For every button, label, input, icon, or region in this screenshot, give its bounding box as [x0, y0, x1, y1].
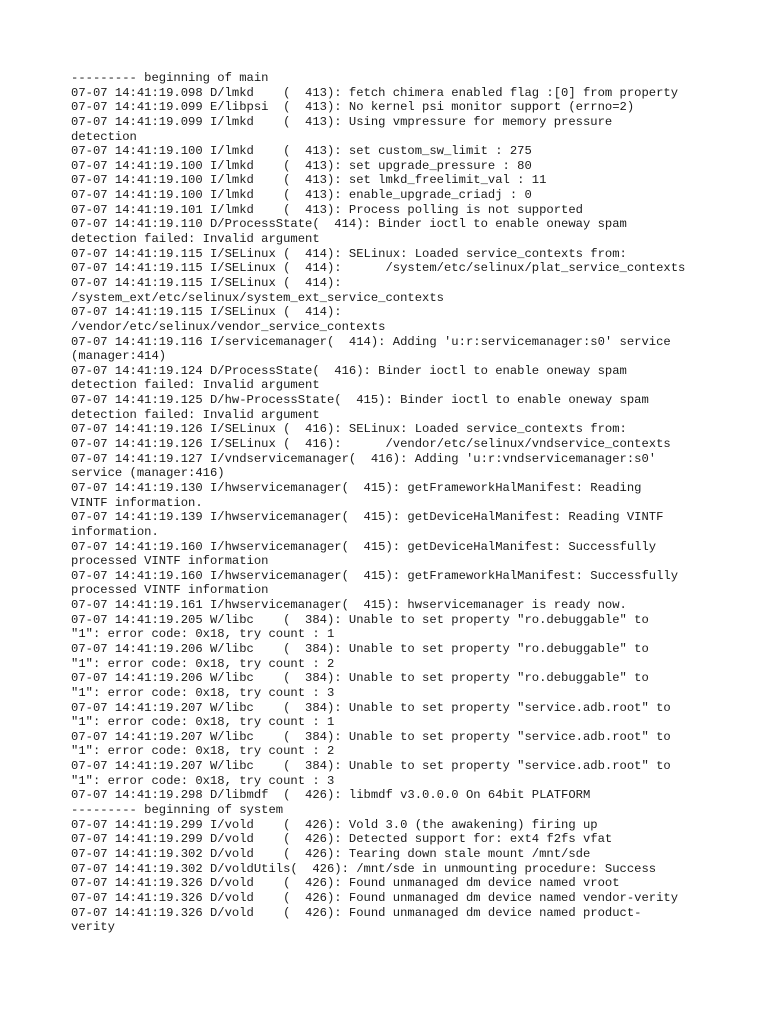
log-line: "1": error code: 0x18, try count : 2 — [71, 744, 335, 759]
log-line: 07-07 14:41:19.139 I/hwservicemanager( 415): getDeviceHalManifest: Reading VINTF — [71, 510, 664, 525]
log-line: detection failed: Invalid argument — [71, 378, 320, 393]
log-line: 07-07 14:41:19.100 I/lmkd ( 413): set lmkd_freelimit_val : 11 — [71, 173, 547, 188]
log-line: 07-07 14:41:19.160 I/hwservicemanager( 415): getDeviceHalManifest: Successfully — [71, 539, 657, 554]
log-line: "1": error code: 0x18, try count : 3 — [71, 773, 335, 788]
log-line: 07-07 14:41:19.115 I/SELinux ( 414): — [71, 305, 342, 320]
log-line: 07-07 14:41:19.100 I/lmkd ( 413): set upgrade_pressure : 80 — [71, 158, 532, 173]
log-line: 07-07 14:41:19.124 D/ProcessState( 416): Binder ioctl to enable oneway spam — [71, 363, 627, 378]
log-line: 07-07 14:41:19.127 I/vndservicemanager( 416): Adding 'u:r:vndservicemanager:s0' — [71, 451, 657, 466]
log-line: 07-07 14:41:19.207 W/libc ( 384): Unable to set property "service.adb.root" to — [71, 759, 671, 774]
log-line: detection — [71, 129, 137, 144]
log-line: processed VINTF information — [71, 554, 269, 569]
log-line: 07-07 14:41:19.101 I/lmkd ( 413): Process polling is not supported — [71, 202, 583, 217]
log-line: 07-07 14:41:19.298 D/libmdf ( 426): libmdf v3.0.0.0 On 64bit PLATFORM — [71, 788, 591, 803]
log-line: processed VINTF information — [71, 583, 269, 598]
log-line: 07-07 14:41:19.160 I/hwservicemanager( 415): getFrameworkHalManifest: Successfully — [71, 568, 679, 583]
log-line: 07-07 14:41:19.100 I/lmkd ( 413): enable_upgrade_criadj : 0 — [71, 188, 532, 203]
log-line: 07-07 14:41:19.299 I/vold ( 426): Vold 3.0 (the awakening) firing up — [71, 817, 598, 832]
log-line: detection failed: Invalid argument — [71, 232, 320, 247]
log-line: 07-07 14:41:19.207 W/libc ( 384): Unable to set property "service.adb.root" to — [71, 729, 671, 744]
log-line: 07-07 14:41:19.099 I/lmkd ( 413): Using vmpressure for memory pressure — [71, 114, 613, 129]
log-line: 07-07 14:41:19.100 I/lmkd ( 413): set custom_sw_limit : 275 — [71, 144, 532, 159]
log-line: "1": error code: 0x18, try count : 1 — [71, 627, 335, 642]
log-line: "1": error code: 0x18, try count : 3 — [71, 685, 335, 700]
log-line: /system_ext/etc/selinux/system_ext_service_contexts — [71, 290, 444, 305]
log-line: 07-07 14:41:19.299 D/vold ( 426): Detected support for: ext4 f2fs vfat — [71, 832, 613, 847]
log-line: "1": error code: 0x18, try count : 2 — [71, 656, 335, 671]
log-line: 07-07 14:41:19.116 I/servicemanager( 414): Adding 'u:r:servicemanager:s0' service — [71, 334, 671, 349]
log-line: 07-07 14:41:19.207 W/libc ( 384): Unable to set property "service.adb.root" to — [71, 700, 671, 715]
log-text — [71, 71, 711, 935]
log-line: detection failed: Invalid argument — [71, 407, 320, 422]
log-line: 07-07 14:41:19.206 W/libc ( 384): Unable to set property "ro.debuggable" to — [71, 641, 649, 656]
log-line: 07-07 14:41:19.115 I/SELinux ( 414): — [71, 275, 342, 290]
log-line: "1": error code: 0x18, try count : 1 — [71, 715, 335, 730]
log-line: 07-07 14:41:19.326 D/vold ( 426): Found unmanaged dm device named product- — [71, 905, 642, 920]
log-line: service (manager:416) — [71, 466, 225, 481]
log-line: 07-07 14:41:19.126 I/SELinux ( 416): /vendor/etc/selinux/vndservice_contexts — [71, 437, 671, 452]
log-line: 07-07 14:41:19.110 D/ProcessState( 414): Binder ioctl to enable oneway spam — [71, 217, 627, 232]
log-line: --------- beginning of main — [71, 71, 269, 85]
log-line: verity — [71, 920, 115, 935]
log-line: information. — [71, 524, 159, 539]
log-line: --------- beginning of system — [71, 803, 284, 818]
log-line: 07-07 14:41:19.098 D/lmkd ( 413): fetch chimera enabled flag :[0] from property — [71, 85, 679, 100]
log-line: 07-07 14:41:19.130 I/hwservicemanager( 415): getFrameworkHalManifest: Reading — [71, 480, 642, 495]
log-line: 07-07 14:41:19.125 D/hw-ProcessState( 415): Binder ioctl to enable oneway spam — [71, 393, 649, 408]
log-line: 07-07 14:41:19.115 I/SELinux ( 414): /system/etc/selinux/plat_service_contexts — [71, 261, 686, 276]
log-line: 07-07 14:41:19.206 W/libc ( 384): Unable to set property "ro.debuggable" to — [71, 671, 649, 686]
log-line: 07-07 14:41:19.161 I/hwservicemanager( 415): hwservicemanager is ready now. — [71, 598, 627, 613]
log-line: 07-07 14:41:19.099 E/libpsi ( 413): No kernel psi monitor support (errno=2) — [71, 100, 635, 115]
log-line: /vendor/etc/selinux/vendor_service_contexts — [71, 319, 386, 334]
log-line: 07-07 14:41:19.302 D/vold ( 426): Tearing down stale mount /mnt/sde — [71, 846, 591, 861]
log-line: 07-07 14:41:19.126 I/SELinux ( 416): SELinux: Loaded service_contexts from: — [71, 422, 627, 437]
log-line: VINTF information. — [71, 495, 203, 510]
log-line: 07-07 14:41:19.302 D/voldUtils( 426): /mnt/sde in unmounting procedure: Success — [71, 861, 657, 876]
log-line: (manager:414) — [71, 349, 167, 364]
log-line: 07-07 14:41:19.326 D/vold ( 426): Found unmanaged dm device named vroot — [71, 876, 620, 891]
log-line: 07-07 14:41:19.326 D/vold ( 426): Found unmanaged dm device named vendor-verity — [71, 890, 679, 905]
log-line: 07-07 14:41:19.205 W/libc ( 384): Unable to set property "ro.debuggable" to — [71, 612, 649, 627]
log-line: 07-07 14:41:19.115 I/SELinux ( 414): SELinux: Loaded service_contexts from: — [71, 246, 627, 261]
